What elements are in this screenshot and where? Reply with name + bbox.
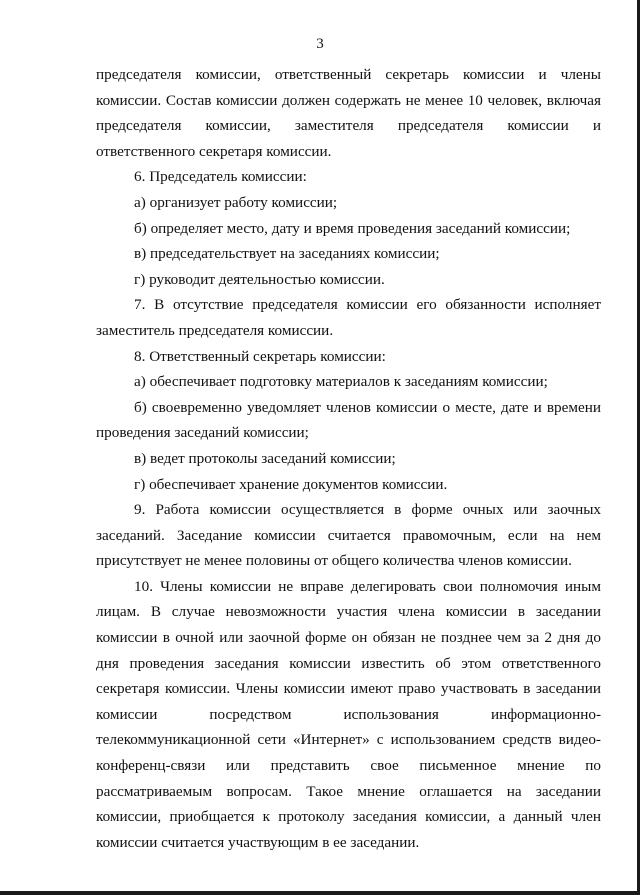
document-body bbox=[96, 62, 601, 855]
paragraph-8-item-v: в) ведет протоколы заседаний комиссии; bbox=[134, 449, 396, 467]
paragraph-7: 7. В отсутствие председателя комиссии его обязанности исполняет заместитель председателя комиссии. bbox=[96, 296, 601, 339]
paragraph-8-heading: 8. Ответственный секретарь комиссии: bbox=[134, 347, 386, 365]
scan-edge-bottom bbox=[0, 891, 640, 895]
paragraph-8-item-g: г) обеспечивает хранение документов комиссии. bbox=[134, 475, 448, 493]
paragraph-continuation: председателя комиссии, ответственный секретарь комиссии и члены комиссии. Состав комиссии должен содержать не менее 10 человек, включая председателя комиссии, заместителя председателя комиссии и ответственного секретаря комиссии. bbox=[96, 66, 601, 160]
paragraph-6-item-v: в) председательствует на заседаниях комиссии; bbox=[134, 245, 440, 263]
paragraph-6-heading: 6. Председатель комиссии: bbox=[134, 168, 307, 186]
paragraph-10: 10. Члены комиссии не вправе делегировать свои полномочия иным лицам. В случае невозможности участия члена комиссии в заседании комиссии в очной или заочной форме он обязан не позднее чем за 2 дня до дня проведения заседания комиссии известить об этом ответственного секретаря комиссии. Члены комиссии имеют право участвовать в заседании комиссии посредством использования информационно-телекоммуникационной сети «Интернет» с использованием средств видео-конференц-связи или представить свое письменное мнение по рассматриваемым вопросам. Такое мнение оглашается на заседании комиссии, приобщается к протоколу заседания комиссии, а данный член комиссии считается участвующим в ее заседании. bbox=[96, 577, 601, 851]
page-number: 3 bbox=[316, 36, 324, 52]
paragraph-6-item-g: г) руководит деятельностью комиссии. bbox=[134, 270, 385, 288]
paragraph-6-item-b: б) определяет место, дату и время проведения заседаний комиссии; bbox=[134, 219, 571, 237]
paragraph-9: 9. Работа комиссии осуществляется в форме очных или заочных заседаний. Заседание комиссии считается правомочным, если на нем присутствует не менее половины от общего количества членов комиссии. bbox=[96, 501, 601, 570]
paragraph-8-item-b: б) своевременно уведомляет членов комиссии о месте, дате и времени проведения заседаний комиссии; bbox=[96, 398, 601, 442]
paragraph-8-item-a: а) обеспечивает подготовку материалов к заседаниям комиссии; bbox=[134, 373, 548, 391]
paragraph-6-item-a: а) организует работу комиссии; bbox=[134, 193, 338, 211]
